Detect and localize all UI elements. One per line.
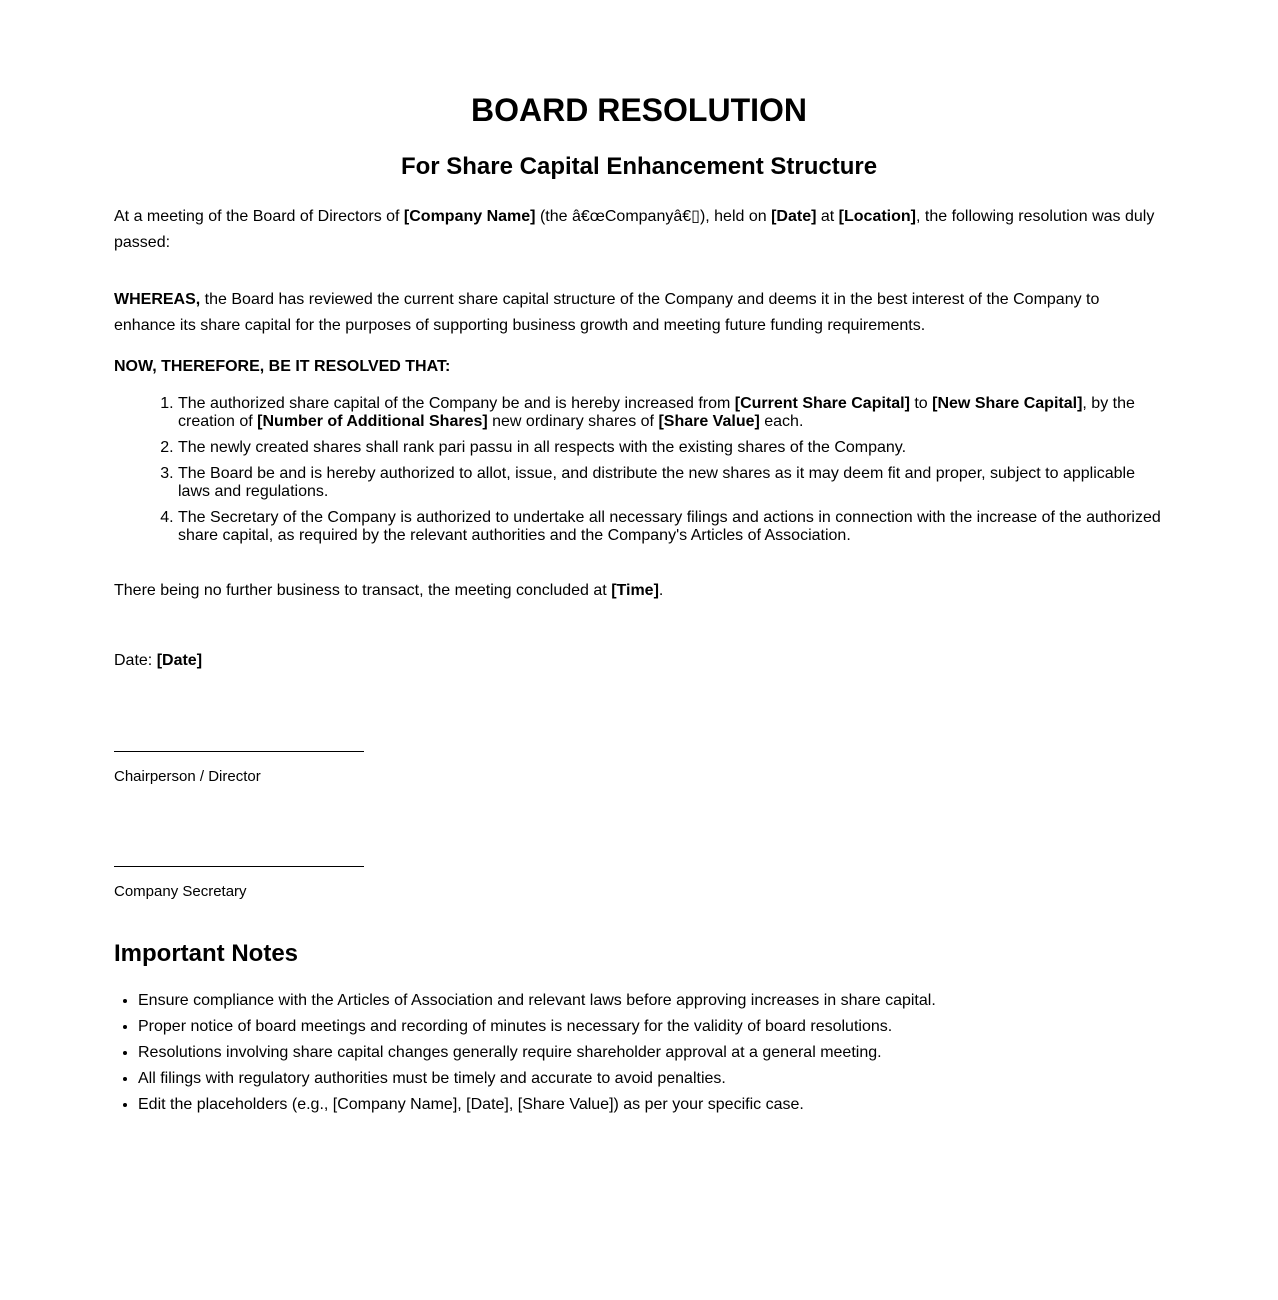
resolution-text: to — [909, 395, 933, 412]
chairperson-signature-label: Chairperson / Director — [114, 768, 261, 785]
whereas-label: WHEREAS, — [114, 291, 201, 308]
new-share-capital-placeholder: [New Share Capital] — [932, 395, 1083, 412]
resolved-heading: NOW, THEREFORE, BE IT RESOLVED THAT: — [114, 358, 451, 375]
share-value-placeholder: [Share Value] — [658, 413, 760, 430]
note-item: • All filings with regulatory authorities must be timely and accurate to avoid penalties. — [138, 1068, 1164, 1090]
location-placeholder: [Location] — [838, 208, 916, 225]
intro-paragraph — [114, 204, 1164, 256]
resolutions-list — [114, 395, 1164, 553]
notes-heading: Important Notes — [114, 940, 299, 967]
company-name-placeholder: [Company Name] — [403, 208, 536, 225]
closing-end: . — [658, 582, 664, 599]
note-item: • Ensure compliance with the Articles of Association and relevant laws before approving increases in share capital. — [138, 990, 1164, 1012]
intro-text: , the following resolution was duly passed: — [114, 208, 1155, 251]
resolution-text: new ordinary shares of — [487, 413, 659, 430]
intro-text: At a meeting of the Board of Directors of — [114, 208, 404, 225]
date-label: Date: — [114, 652, 157, 669]
whereas-paragraph — [114, 287, 1164, 339]
note-item: • Edit the placeholders (e.g., [Company Name], [Date], [Share Value]) as per your specific case. — [138, 1094, 1164, 1116]
time-placeholder: [Time] — [611, 582, 659, 599]
resolution-text: The authorized share capital of the Company be and is hereby increased from — [178, 395, 735, 412]
date-placeholder: [Date] — [156, 652, 203, 669]
additional-shares-placeholder: [Number of Additional Shares] — [257, 413, 488, 430]
notes-list — [114, 990, 1164, 1120]
resolution-item — [178, 395, 1164, 431]
intro-text: (the â€œCompanyâ€▯), held on — [535, 208, 772, 225]
document-title: BOARD RESOLUTION — [471, 92, 807, 128]
secretary-signature-label: Company Secretary — [114, 883, 247, 900]
current-share-capital-placeholder: [Current Share Capital] — [734, 395, 910, 412]
resolution-item: 2. The newly created shares shall rank pari passu in all respects with the existing shares of the Company. — [178, 439, 1164, 457]
intro-text: at — [816, 208, 839, 225]
whereas-text: the Board has reviewed the current share capital structure of the Company and deems it in the best interest of the Company to enhance its share capital for the purposes of supporting business growth and meeting future funding requirements. — [114, 291, 1100, 334]
chairperson-signature-line — [114, 751, 364, 752]
resolution-item: 3. The Board be and is hereby authorized to allot, issue, and distribute the new shares as it may deem fit and proper, subject to applicable laws and regulations. — [178, 465, 1164, 501]
closing-paragraph — [114, 578, 1164, 604]
resolution-text: , by the creation of — [178, 395, 1135, 430]
secretary-signature-line — [114, 866, 364, 867]
resolution-item: 4. The Secretary of the Company is authorized to undertake all necessary filings and actions in connection with the increase of the authorized share capital, as required by the relevant authorities and the Company's Articles of Association. — [178, 509, 1164, 545]
closing-text: There being no further business to transact, the meeting concluded at — [114, 582, 612, 599]
date-line — [114, 648, 1164, 674]
note-item: • Proper notice of board meetings and recording of minutes is necessary for the validity of board resolutions. — [138, 1016, 1164, 1038]
note-item: • Resolutions involving share capital changes generally require shareholder approval at a general meeting. — [138, 1042, 1164, 1064]
resolution-text: each. — [759, 413, 804, 430]
document-subtitle: For Share Capital Enhancement Structure — [400, 153, 878, 180]
date-placeholder: [Date] — [771, 208, 817, 225]
